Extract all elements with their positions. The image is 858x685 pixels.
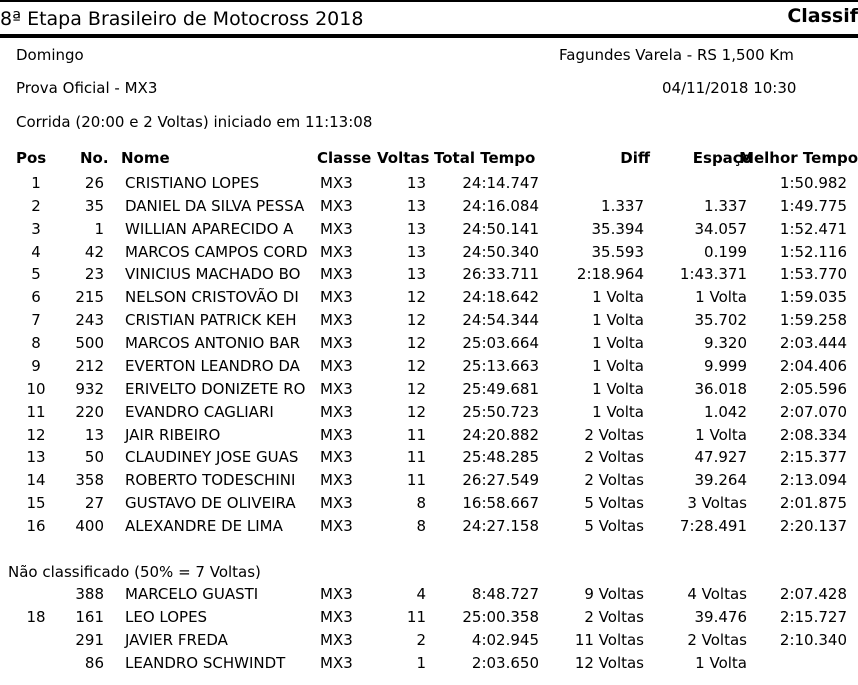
best-time-cell: 1:50.982: [779, 174, 847, 192]
class-cell: MX3: [320, 334, 353, 353]
diff-cell: 5 Voltas: [584, 494, 644, 513]
diff-cell: 5 Voltas: [584, 517, 644, 536]
table-row: [0, 243, 858, 265]
gap-cell: 7:28.491: [679, 517, 747, 536]
number-cell: 13: [84, 425, 104, 444]
laps-cell: 12: [406, 311, 426, 330]
gap-cell: 9.320: [704, 334, 747, 353]
gap-cell: 36.018: [694, 379, 747, 398]
best-time-cell: 2:04.406: [779, 356, 847, 375]
table-row: [0, 220, 858, 242]
pos-cell: 14: [26, 471, 46, 490]
classification-label: Classif: [787, 5, 858, 27]
class-cell: MX3: [320, 517, 353, 536]
diff-cell: 1 Volta: [592, 311, 644, 330]
total-time-cell: 24:16.084: [462, 196, 539, 215]
best-time-cell: 2:13.094: [779, 471, 847, 490]
col-pos-header: Pos: [16, 149, 47, 167]
pos-cell: 8: [31, 334, 41, 353]
total-time-cell: 25:00.358: [462, 607, 539, 626]
pos-cell: 15: [26, 494, 46, 513]
total-time-cell: 24:14.747: [462, 174, 539, 192]
name-cell: WILLIAN APARECIDO A: [125, 219, 294, 238]
class-cell: MX3: [320, 630, 353, 649]
name-cell: EVANDRO CAGLIARI: [125, 402, 274, 421]
number-cell: 932: [75, 379, 104, 398]
gap-cell: 3 Voltas: [687, 494, 747, 513]
number-cell: 243: [75, 311, 104, 330]
laps-cell: 13: [406, 196, 426, 215]
diff-cell: 2 Voltas: [584, 425, 644, 444]
laps-cell: 12: [406, 356, 426, 375]
best-time-cell: 1:59.035: [779, 288, 847, 307]
best-time-cell: 2:01.875: [779, 494, 847, 513]
class-cell: MX3: [320, 494, 353, 513]
best-time-cell: 2:07.070: [779, 402, 847, 421]
pos-cell: 16: [26, 517, 46, 536]
laps-cell: 13: [406, 219, 426, 238]
diff-cell: 1 Volta: [592, 334, 644, 353]
table-row: [0, 608, 858, 630]
number-cell: 86: [84, 653, 104, 672]
total-time-cell: 25:50.723: [462, 402, 539, 421]
table-row: [0, 426, 858, 448]
total-time-cell: 25:48.285: [462, 448, 539, 467]
laps-cell: 13: [406, 174, 426, 192]
best-time-cell: 1:59.258: [779, 311, 847, 330]
laps-cell: 4: [416, 585, 426, 603]
number-cell: 1: [94, 219, 104, 238]
class-cell: MX3: [320, 402, 353, 421]
table-row: [0, 357, 858, 379]
laps-cell: 11: [406, 471, 426, 490]
diff-cell: 1 Volta: [592, 356, 644, 375]
laps-cell: 12: [406, 402, 426, 421]
number-cell: 23: [84, 265, 104, 284]
best-time-cell: 1:49.775: [779, 196, 847, 215]
name-cell: JAIR RIBEIRO: [125, 425, 221, 444]
class-cell: MX3: [320, 425, 353, 444]
laps-cell: 8: [416, 494, 426, 513]
class-cell: MX3: [320, 311, 353, 330]
best-time-cell: 1:53.770: [779, 265, 847, 284]
pos-cell: 18: [26, 607, 46, 626]
diff-cell: 1 Volta: [592, 288, 644, 307]
number-cell: 358: [75, 471, 104, 490]
best-time-cell: 1:52.116: [779, 242, 847, 261]
table-row: [0, 334, 858, 356]
col-total-header: Total Tempo: [434, 149, 536, 167]
day-label: Domingo: [16, 46, 84, 64]
table-row: [0, 311, 858, 333]
number-cell: 220: [75, 402, 104, 421]
gap-cell: 39.476: [694, 607, 747, 626]
best-time-cell: 2:08.334: [779, 425, 847, 444]
name-cell: JAVIER FREDA: [125, 630, 228, 649]
number-cell: 212: [75, 356, 104, 375]
name-cell: GUSTAVO DE OLIVEIRA: [125, 494, 296, 513]
class-cell: MX3: [320, 219, 353, 238]
laps-cell: 11: [406, 425, 426, 444]
diff-cell: 1.337: [601, 196, 644, 215]
total-time-cell: 8:48.727: [471, 585, 539, 603]
gap-cell: 1:43.371: [679, 265, 747, 284]
number-cell: 35: [84, 196, 104, 215]
name-cell: CRISTIANO LOPES: [125, 174, 260, 192]
class-cell: MX3: [320, 356, 353, 375]
table-row: [0, 288, 858, 310]
total-time-cell: 24:20.882: [462, 425, 539, 444]
unclassified-label: Não classificado (50% = 7 Voltas): [8, 563, 261, 581]
diff-cell: 1 Volta: [592, 379, 644, 398]
laps-cell: 12: [406, 379, 426, 398]
number-cell: 388: [75, 585, 104, 603]
total-time-cell: 4:02.945: [471, 630, 539, 649]
laps-cell: 2: [416, 630, 426, 649]
laps-cell: 11: [406, 448, 426, 467]
name-cell: MARCOS ANTONIO BAR: [125, 334, 301, 353]
gap-cell: 0.199: [704, 242, 747, 261]
gap-cell: 9.999: [704, 356, 747, 375]
pos-cell: 3: [31, 219, 41, 238]
name-cell: CRISTIAN PATRICK KEH: [125, 311, 297, 330]
number-cell: 42: [84, 242, 104, 261]
diff-cell: 12 Voltas: [574, 653, 644, 672]
class-cell: MX3: [320, 585, 353, 603]
diff-cell: 2 Voltas: [584, 607, 644, 626]
number-cell: 215: [75, 288, 104, 307]
table-row: [0, 448, 858, 470]
table-row: [0, 403, 858, 425]
table-row: [0, 471, 858, 493]
number-cell: 400: [75, 517, 104, 536]
total-time-cell: 24:50.141: [462, 219, 539, 238]
diff-cell: 2:18.964: [576, 265, 644, 284]
best-time-cell: 1:52.471: [779, 219, 847, 238]
name-cell: MARCELO GUASTI: [125, 585, 259, 603]
number-cell: 26: [84, 174, 104, 192]
best-time-cell: 2:15.727: [779, 607, 847, 626]
gap-cell: 2 Voltas: [687, 630, 747, 649]
gap-cell: 47.927: [694, 448, 747, 467]
class-cell: MX3: [320, 653, 353, 672]
header-rule: [0, 34, 858, 38]
total-time-cell: 24:18.642: [462, 288, 539, 307]
pos-cell: 11: [26, 402, 46, 421]
total-time-cell: 26:27.549: [462, 471, 539, 490]
total-time-cell: 26:33.711: [462, 265, 539, 284]
best-time-cell: 2:03.444: [779, 334, 847, 353]
total-time-cell: 25:49.681: [462, 379, 539, 398]
class-cell: MX3: [320, 379, 353, 398]
laps-cell: 13: [406, 265, 426, 284]
name-cell: ALEXANDRE DE LIMA: [125, 517, 283, 536]
name-cell: EVERTON LEANDRO DA: [125, 356, 300, 375]
class-cell: MX3: [320, 196, 353, 215]
number-cell: 50: [84, 448, 104, 467]
col-no-header: No.: [80, 149, 109, 167]
table-row: [0, 631, 858, 653]
name-cell: CLAUDINEY JOSE GUAS: [125, 448, 299, 467]
results-table-header: [0, 149, 858, 169]
laps-cell: 12: [406, 288, 426, 307]
gap-cell: 1.042: [704, 402, 747, 421]
name-cell: NELSON CRISTOVÃO DI: [125, 288, 299, 307]
gap-cell: 1.337: [704, 196, 747, 215]
pos-cell: 13: [26, 448, 46, 467]
gap-cell: 39.264: [694, 471, 747, 490]
class-cell: MX3: [320, 607, 353, 626]
total-time-cell: 24:54.344: [462, 311, 539, 330]
laps-cell: 1: [416, 653, 426, 672]
name-cell: LEO LOPES: [125, 607, 208, 626]
table-row: [0, 585, 858, 607]
name-cell: MARCOS CAMPOS CORD: [125, 242, 308, 261]
diff-cell: 9 Voltas: [584, 585, 644, 603]
col-classe-header: Classe: [317, 149, 372, 167]
total-time-cell: 25:13.663: [462, 356, 539, 375]
number-cell: 27: [84, 494, 104, 513]
pos-cell: 10: [26, 379, 46, 398]
name-cell: LEANDRO SCHWINDT: [125, 653, 286, 672]
diff-cell: 2 Voltas: [584, 471, 644, 490]
pos-cell: 12: [26, 425, 46, 444]
table-row: [0, 197, 858, 219]
pos-cell: 4: [31, 242, 41, 261]
table-row: [0, 174, 858, 196]
laps-cell: 12: [406, 334, 426, 353]
class-cell: MX3: [320, 288, 353, 307]
gap-cell: 1 Volta: [695, 288, 747, 307]
diff-cell: 35.593: [591, 242, 644, 261]
total-time-cell: 25:03.664: [462, 334, 539, 353]
pos-cell: 2: [31, 196, 41, 215]
pos-cell: 1: [31, 174, 41, 192]
table-row: [0, 380, 858, 402]
col-nome-header: Nome: [121, 149, 170, 167]
total-time-cell: 2:03.650: [471, 653, 539, 672]
diff-cell: 1 Volta: [592, 402, 644, 421]
pos-cell: 6: [31, 288, 41, 307]
gap-cell: 1 Volta: [695, 425, 747, 444]
event-title: 8ª Etapa Brasileiro de Motocross 2018: [0, 8, 364, 30]
best-time-cell: 2:10.340: [779, 630, 847, 649]
class-cell: MX3: [320, 471, 353, 490]
col-diff-header: Diff: [620, 149, 650, 167]
col-melhor-header: Melhor Tempo: [739, 149, 858, 167]
diff-cell: 35.394: [591, 219, 644, 238]
pos-cell: 5: [31, 265, 41, 284]
total-time-cell: 24:27.158: [462, 517, 539, 536]
table-row: [0, 265, 858, 287]
best-time-cell: 2:20.137: [779, 517, 847, 536]
class-cell: MX3: [320, 265, 353, 284]
name-cell: ROBERTO TODESCHINI: [125, 471, 296, 490]
table-row: [0, 494, 858, 516]
gap-cell: 34.057: [694, 219, 747, 238]
name-cell: VINICIUS MACHADO BO: [125, 265, 301, 284]
laps-cell: 11: [406, 607, 426, 626]
best-time-cell: 2:05.596: [779, 379, 847, 398]
col-espaco-header: Espaço: [692, 149, 752, 167]
number-cell: 500: [75, 334, 104, 353]
total-time-cell: 24:50.340: [462, 242, 539, 261]
number-cell: 291: [75, 630, 104, 649]
laps-cell: 8: [416, 517, 426, 536]
diff-cell: 11 Voltas: [574, 630, 644, 649]
race-info: Corrida (20:00 e 2 Voltas) iniciado em 11:13:08: [16, 113, 373, 131]
total-time-cell: 16:58.667: [462, 494, 539, 513]
laps-cell: 13: [406, 242, 426, 261]
class-cell: MX3: [320, 448, 353, 467]
class-cell: MX3: [320, 242, 353, 261]
number-cell: 161: [75, 607, 104, 626]
race-name: Prova Oficial - MX3: [16, 79, 158, 97]
name-cell: DANIEL DA SILVA PESSA: [125, 196, 305, 215]
pos-cell: 9: [31, 356, 41, 375]
best-time-cell: 2:07.428: [779, 585, 847, 603]
class-cell: MX3: [320, 174, 353, 192]
top-rule: [0, 0, 858, 2]
location-label: Fagundes Varela - RS 1,500 Km: [559, 46, 794, 64]
table-row: [0, 517, 858, 539]
col-voltas-header: Voltas: [377, 149, 430, 167]
race-datetime: 04/11/2018 10:30: [662, 79, 797, 97]
pos-cell: 7: [31, 311, 41, 330]
table-row: [0, 654, 858, 676]
best-time-cell: 2:15.377: [779, 448, 847, 467]
gap-cell: 35.702: [694, 311, 747, 330]
name-cell: ERIVELTO DONIZETE RO: [125, 379, 306, 398]
gap-cell: 4 Voltas: [687, 585, 747, 603]
gap-cell: 1 Volta: [695, 653, 747, 672]
diff-cell: 2 Voltas: [584, 448, 644, 467]
